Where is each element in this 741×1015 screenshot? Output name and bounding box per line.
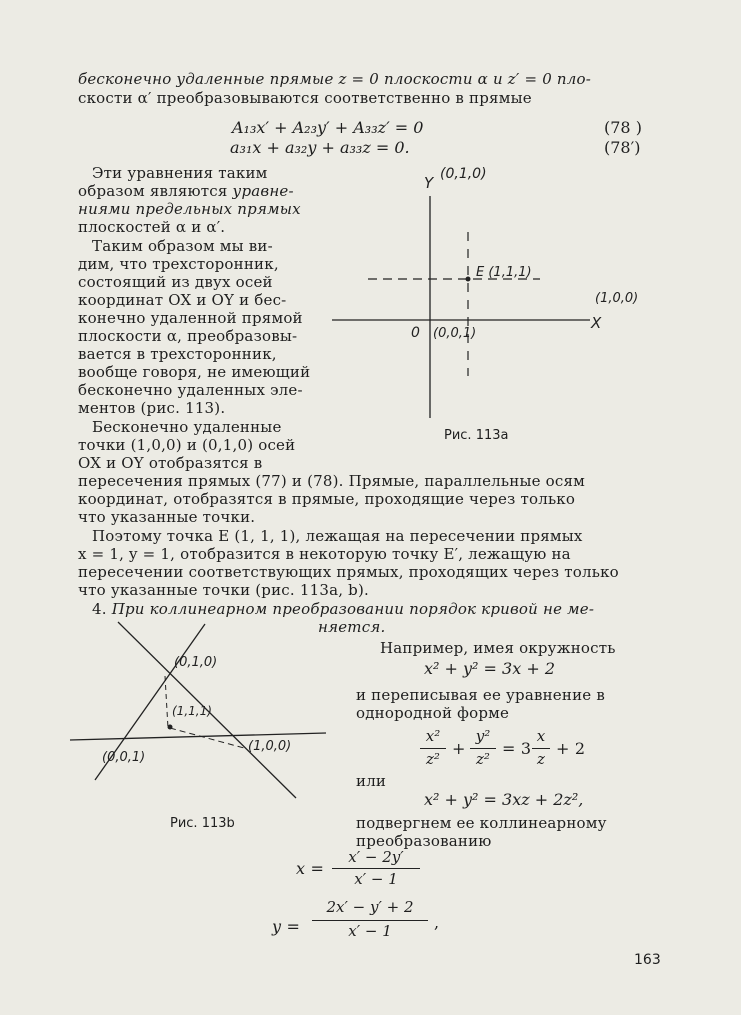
full-line-7: что указанные точки (рис. 113a, b). [78,581,369,599]
frac3-num: x [536,727,546,745]
right-line-8: подвергнем ее коллинеарному [356,814,607,832]
column-line-14: ментов (рис. 113). [78,399,226,417]
column-line-10: плоскости α, преобразовы- [78,327,298,345]
eq-y-bar [312,920,428,921]
frac-plus: + [452,739,466,758]
column-line-17: OX и OY отобразятся в [78,454,263,472]
text-line-2: скости α′ преобразовываются соответственно в прямые [78,89,532,107]
fig113b-dash-horizontal [170,728,244,748]
fig113a-y-label: Y [424,174,434,192]
fig113a-caption: Рис. 113а [444,428,509,443]
frac1-den: z² [426,750,440,768]
fig113a-x-label: X [591,314,602,332]
fig113b-point [168,725,173,730]
column-line-15: Бесконечно удаленные [92,418,282,436]
equation-78-prime: a₃₁x + a₃₂y + a₃₃z = 0. [230,138,410,157]
eq-y-denominator: x′ − 1 [348,922,392,940]
equation-78: A₁₃x′ + A₂₃y′ + A₃₃z′ = 0 [232,118,424,137]
frac-plus-two: + 2 [556,739,586,758]
eq-y-comma: , [434,913,440,932]
column-line-1: Эти уравнения таким [92,164,268,182]
full-line-2: координат, отобразятся в прямые, проходящие через только [78,490,576,508]
full-line-3: что указанные точки. [78,508,256,526]
right-line-9: преобразованию [356,832,492,850]
right-equation-circle: x² + y² = 3x + 2 [424,659,556,678]
page-number: 163 [634,952,661,968]
full-line-1: пересечения прямых (77) и (78). Прямые, параллельные осям [78,472,586,490]
fig113a-origin-coord: (0,0,1) [433,326,477,341]
fig113b-dash-vertical [165,676,168,728]
eq-x-bar [332,868,420,869]
right-line-3: и переписывая ее уравнение в [356,686,605,704]
fig113a-top-point-label: (0,1,0) [440,166,487,182]
eq-x-lhs: x = [296,859,325,878]
full-line-6: пересечении соответствующих прямых, проходящих через только [78,563,619,581]
fig113b-left-point-label: (0,0,1) [102,750,146,765]
frac2-num: y² [475,727,491,745]
column-line-2-b: уравне- [232,182,294,200]
equation-78-number: (78 ) [604,118,642,137]
theorem-text: При коллинеарном преобразовании порядок кривой не ме- [111,600,595,618]
column-line-2-a: образом являются [78,182,233,200]
column-line-4: плоскостей α и α′. [78,218,226,236]
frac1-num: x² [425,727,441,745]
full-line-4: Поэтому точка E (1, 1, 1), лежащая на пересечении прямых [92,527,583,545]
fig113a-origin-label: 0 [411,325,420,341]
column-line-5: Таким образом мы ви- [92,237,273,255]
equation-78-prime-number: (78′) [604,138,641,157]
eq-y-numerator: 2x′ − y′ + 2 [326,898,414,916]
right-line-6: или [356,772,387,790]
text-line-1: бесконечно удаленные прямые z = 0 плоскости α и z′ = 0 пло- [78,70,592,88]
frac2-den: z² [476,750,490,768]
right-equation-homog: x² + y² = 3xz + 2z², [424,790,584,809]
fig113a-right-point-label: (1,0,0) [595,291,639,306]
column-line-6: дим, что трехсторонник, [78,255,279,273]
column-line-9: конечно удаленной прямой [78,309,303,327]
column-line-11: вается в трехсторонник, [78,345,277,363]
column-line-16: точки (1,0,0) и (0,1,0) осей [78,436,296,454]
fig113b-mid-point-label: (1,1,1) [172,704,212,718]
column-line-3: ниями предельных прямых [78,200,301,218]
eq-x-denominator: x′ − 1 [354,870,398,888]
fig113b-top-point-label: (0,1,0) [174,655,218,670]
frac-equals-three: = 3 [502,739,532,758]
frac3-den: z [537,750,545,768]
right-line-1: Например, имея окружность [380,639,616,657]
column-line-7: состоящий из двух осей [78,273,273,291]
column-line-8: координат OX и OY и бес- [78,291,287,309]
fig113b-right-point-label: (1,0,0) [248,739,292,754]
column-line-12: вообще говоря, не имеющий [78,363,311,381]
eq-y-lhs: y = [272,917,301,936]
full-line-5: x = 1, y = 1, отобразится в некоторую точку E′, лежащую на [78,545,571,563]
fig113b-caption: Рис. 113b [170,816,235,831]
full-line-9: няется. [318,618,386,636]
theorem-number: 4. [92,600,112,618]
right-line-4: однородной форме [356,704,510,722]
eq-x-numerator: x′ − 2y′ [348,848,404,866]
column-line-13: бесконечно удаленных эле- [78,381,303,399]
fig113a-e-label: E (1,1,1) [476,265,532,280]
